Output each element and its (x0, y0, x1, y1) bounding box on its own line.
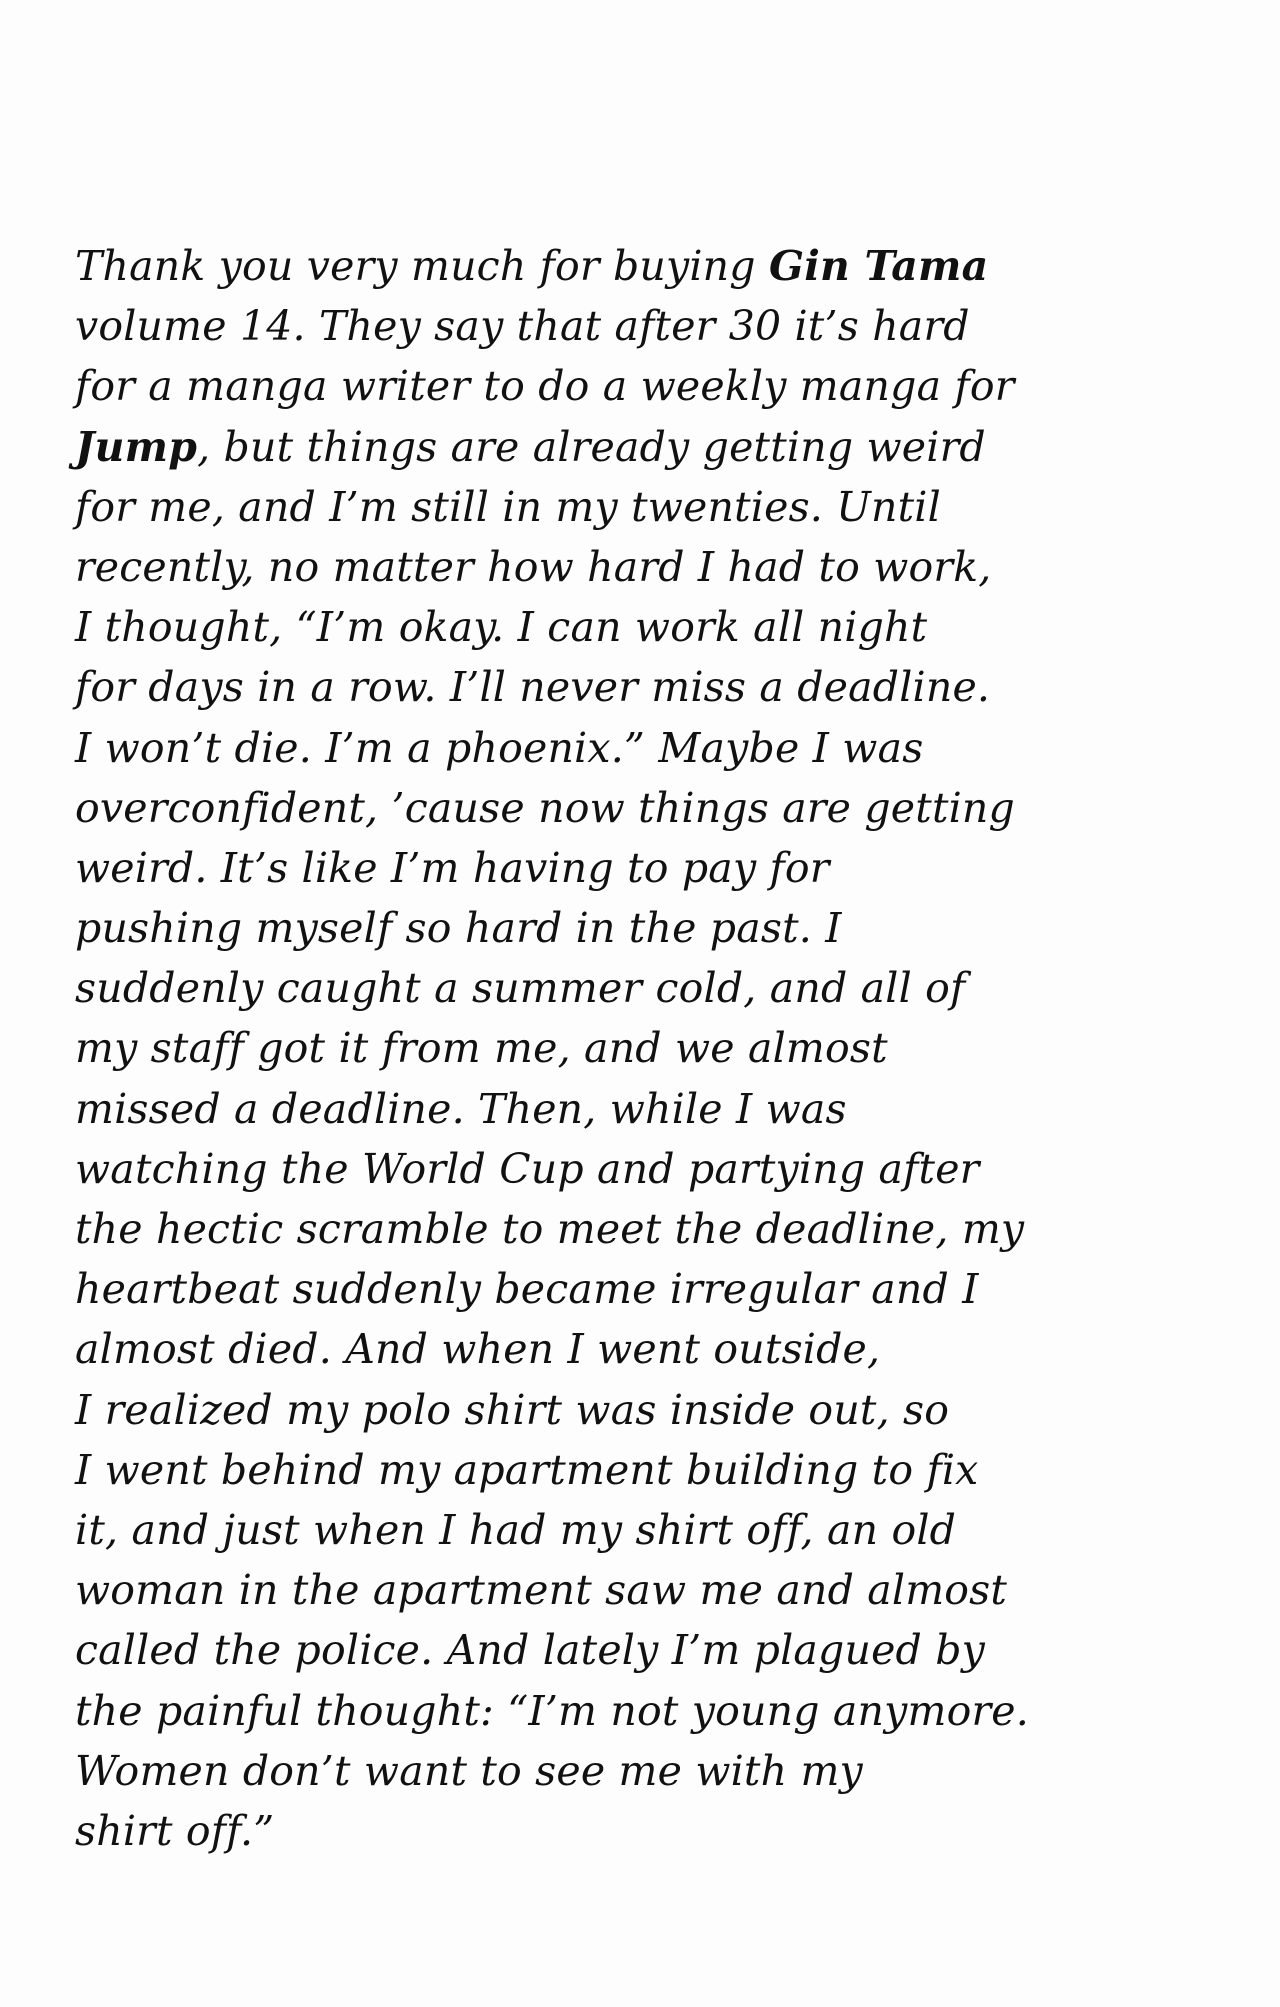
note-text: called the police. And lately I’m plagued by (75, 1626, 986, 1675)
note-text: suddenly caught a summer cold, and all of (75, 964, 966, 1013)
note-text: weird. It’s like I’m having to pay for (75, 843, 830, 892)
note-text: almost died. And when I went outside, (75, 1325, 881, 1374)
note-text: , but things are already getting weird (197, 422, 986, 471)
note-line (75, 1620, 1225, 1680)
note-line (75, 296, 1225, 356)
note-text: missed a deadline. Then, while I was (75, 1084, 847, 1133)
note-line (75, 718, 1225, 778)
note-line (75, 1319, 1225, 1379)
title-emphasis: Gin Tama (768, 242, 989, 290)
note-line (75, 838, 1225, 898)
note-text: recently, no matter how hard I had to work, (75, 542, 992, 591)
note-line (75, 1681, 1225, 1741)
note-text: heartbeat suddenly became irregular and I (75, 1265, 979, 1314)
note-text: pushing myself so hard in the past. I (75, 904, 842, 953)
note-text: the hectic scramble to meet the deadline, my (75, 1205, 1025, 1253)
note-line (75, 1380, 1225, 1440)
note-line (75, 1741, 1225, 1801)
note-text: watching the World Cup and partying after (75, 1144, 980, 1193)
note-text: my staff got it from me, and we almost (75, 1024, 888, 1073)
note-line (75, 1801, 1225, 1861)
note-text: woman in the apartment saw me and almost (75, 1566, 1008, 1615)
note-line (75, 1018, 1225, 1078)
note-line (75, 1560, 1225, 1620)
note-text: I won’t die. I’m a phoenix.” Maybe I was (75, 723, 924, 772)
note-text: shirt off.” (75, 1806, 275, 1855)
note-line (75, 1139, 1225, 1199)
note-line (75, 597, 1225, 657)
note-text: for a manga writer to do a weekly manga for (75, 362, 1015, 411)
note-text: Thank you very much for buying (75, 242, 769, 290)
note-line (75, 477, 1225, 537)
note-text: it, and just when I had my shirt off, an old (75, 1505, 957, 1554)
note-line (75, 1079, 1225, 1139)
note-line (75, 778, 1225, 838)
note-line (75, 537, 1225, 597)
note-line (75, 1259, 1225, 1319)
note-line (75, 1500, 1225, 1560)
author-note (75, 236, 1225, 1861)
note-text: I went behind my apartment building to fix (75, 1445, 979, 1494)
note-text: volume 14. They say that after 30 it’s hard (75, 302, 970, 351)
note-line (75, 356, 1225, 416)
note-text: for me, and I’m still in my twenties. Until (75, 482, 941, 531)
note-text: overconfident, ’cause now things are getting (75, 783, 1015, 832)
note-text: the painful thought: “I’m not young anymore. (75, 1686, 1029, 1735)
note-line (75, 657, 1225, 717)
note-text: for days in a row. I’ll never miss a deadline. (75, 663, 991, 712)
note-line (75, 417, 1225, 477)
note-text: Women don’t want to see me with my (75, 1746, 863, 1795)
note-line (75, 236, 1225, 296)
title-emphasis: Jump (75, 422, 198, 471)
note-line (75, 1440, 1225, 1500)
note-text: I realized my polo shirt was inside out, so (75, 1385, 950, 1434)
note-line (75, 958, 1225, 1018)
note-line (75, 1199, 1225, 1259)
note-text: I thought, “I’m okay. I can work all night (75, 603, 928, 652)
note-line (75, 898, 1225, 958)
